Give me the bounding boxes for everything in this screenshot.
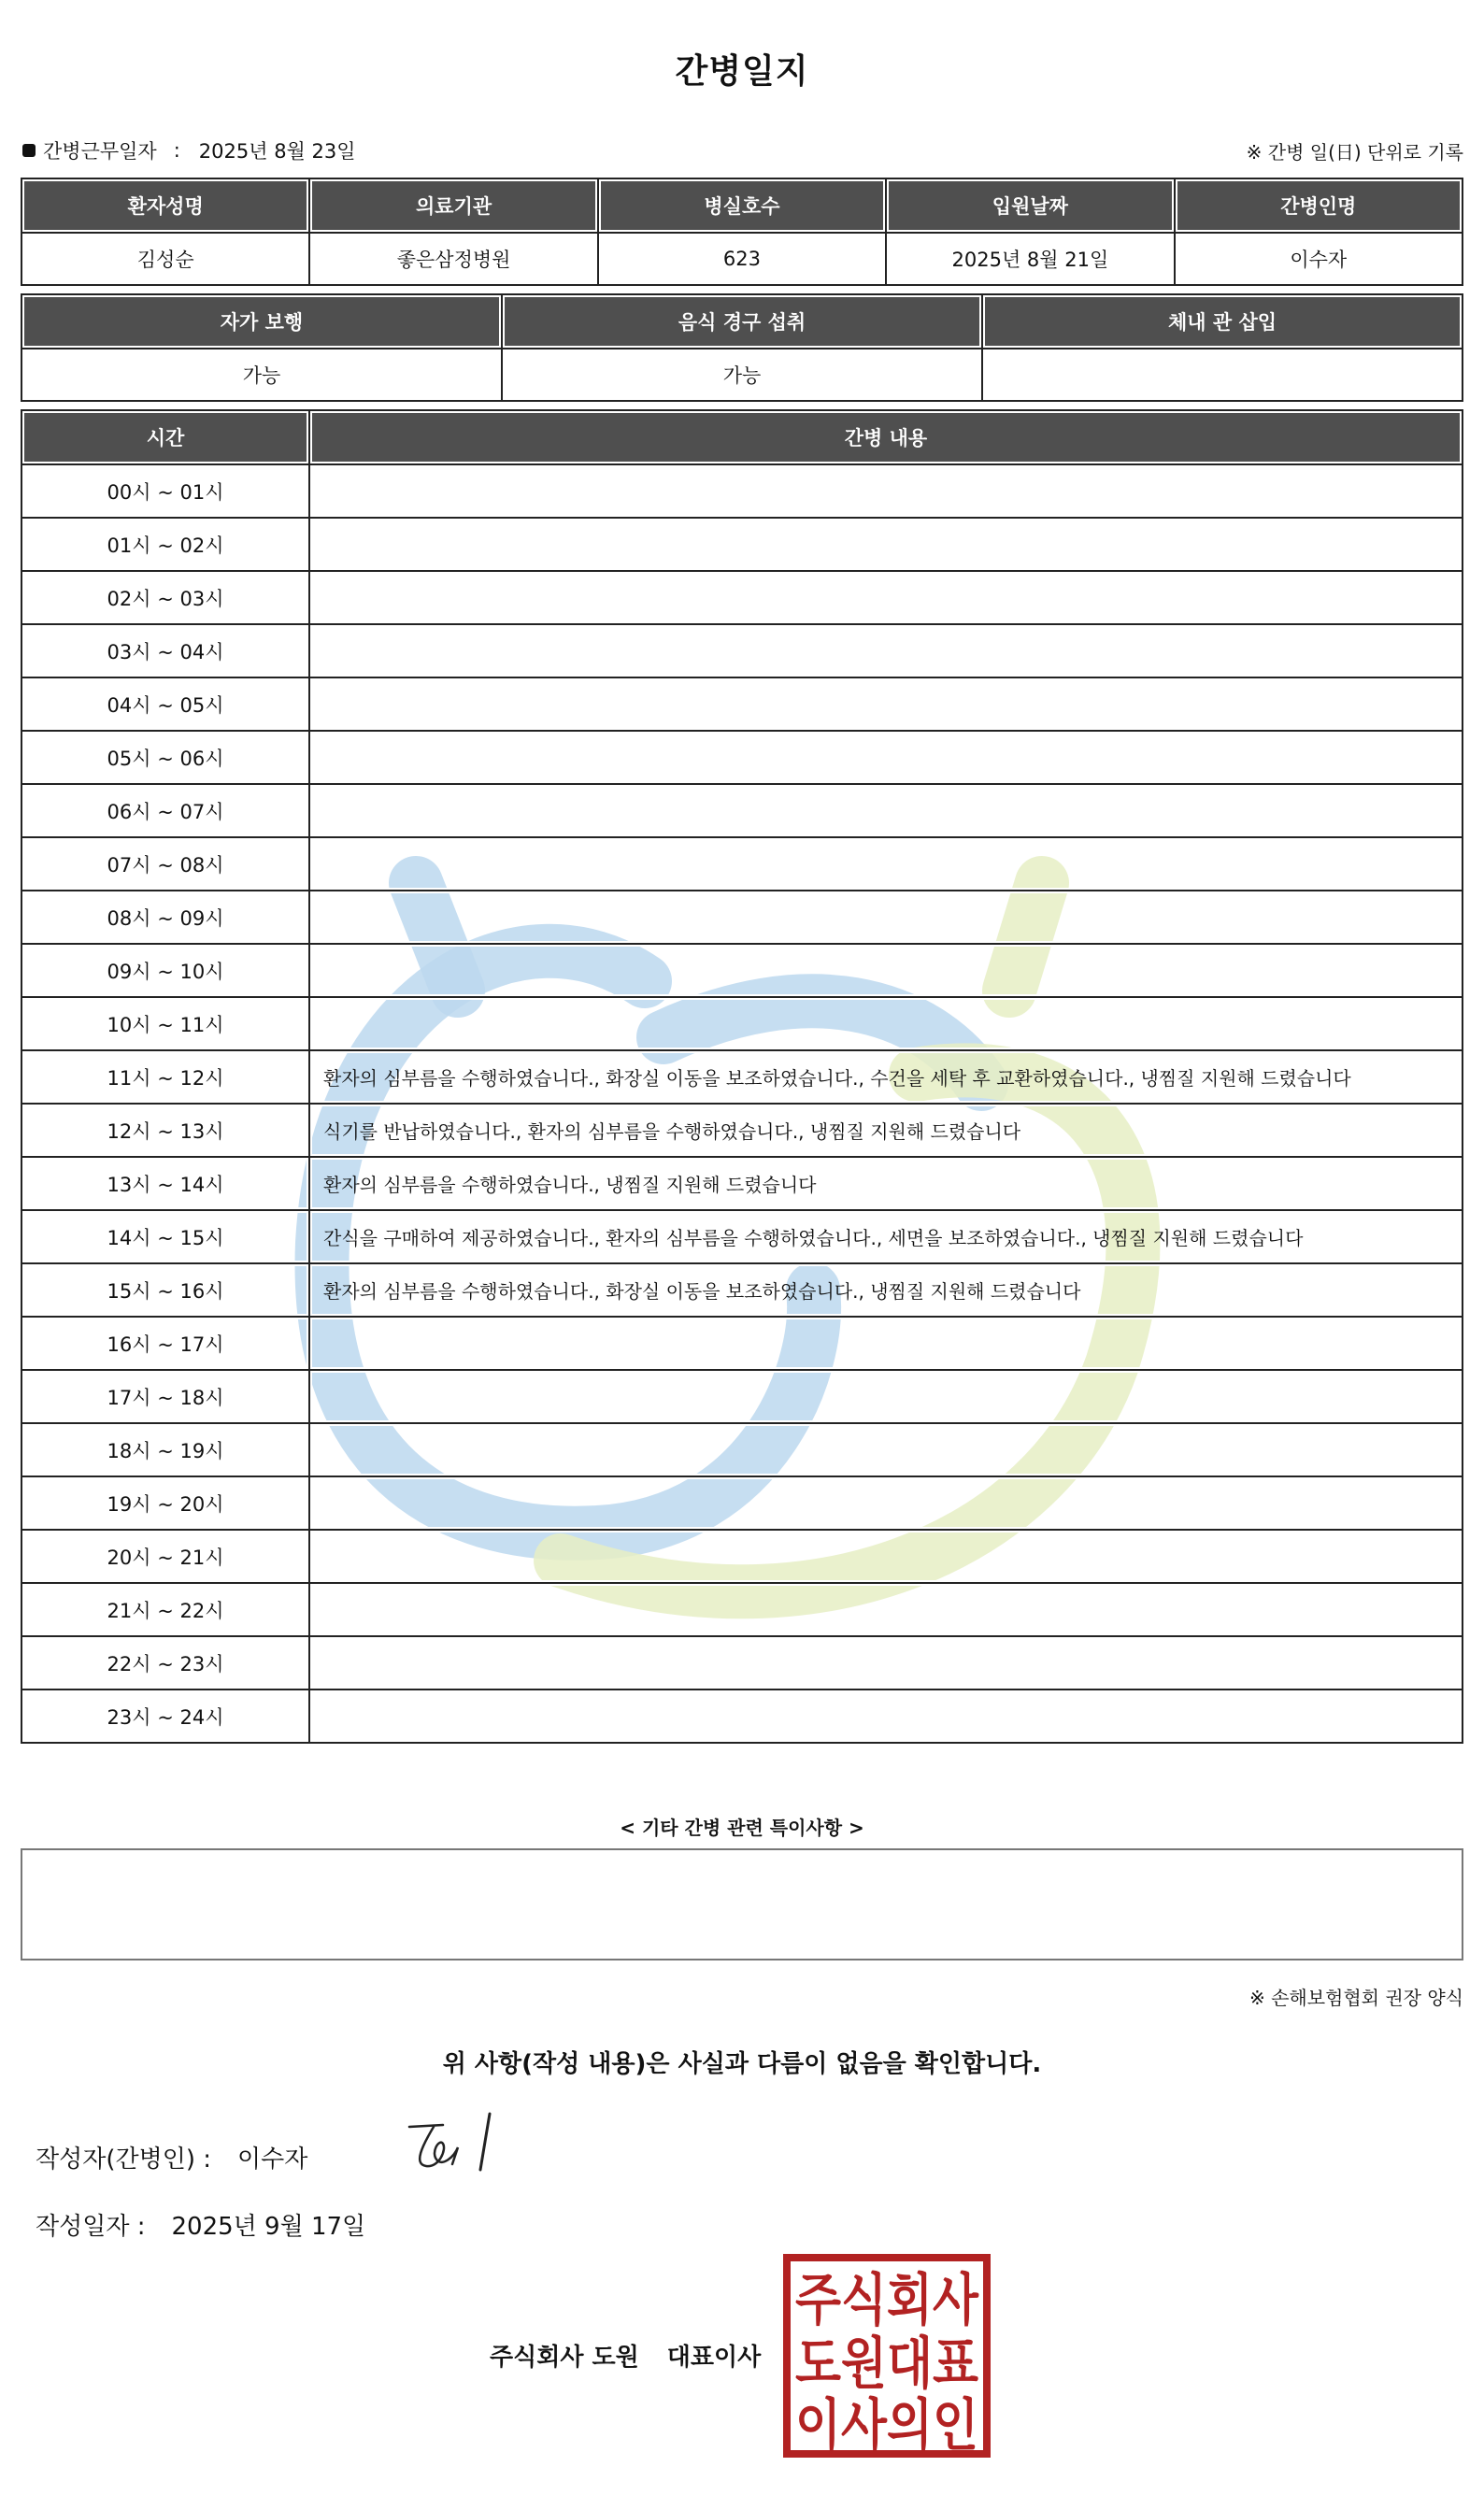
work-date-label: 간병근무일자 (43, 140, 157, 163)
hourly-log-row (21, 997, 1463, 1050)
header-room: 병실호수 (598, 178, 886, 233)
patient-info-table (21, 178, 1463, 286)
writer-label: 작성자(간병인) : (36, 2146, 212, 2174)
hour-range: 10시 ~ 11시 (21, 997, 309, 1050)
patient-status-table (21, 293, 1463, 402)
work-date-colon: : (173, 139, 180, 162)
care-content: 환자의 심부름을 수행하였습니다., 화장실 이동을 보조하였습니다., 수건을 세탁 후 교환하였습니다., 냉찜질 지원해 드렸습니다 (309, 1050, 1463, 1104)
work-date (22, 136, 356, 164)
care-content (309, 891, 1463, 944)
hourly-log-row (21, 624, 1463, 677)
notes-box (21, 1848, 1463, 1960)
stamp-text-row: 이사의인 (795, 2393, 978, 2459)
hourly-log-row (21, 1317, 1463, 1370)
company-name: 주식회사 도원 (490, 2344, 639, 2372)
stamp-text-row: 주식회사 (795, 2268, 979, 2333)
handwritten-signature (406, 2108, 499, 2179)
self-walking-value: 가능 (21, 349, 502, 401)
hourly-log-row (21, 1104, 1463, 1157)
header-time: 시간 (21, 410, 309, 464)
oral-intake-value: 가능 (502, 349, 982, 401)
hour-range: 22시 ~ 23시 (21, 1636, 309, 1689)
patient-name: 김성순 (21, 233, 309, 285)
patient-info-header-row (21, 178, 1463, 233)
header-hospital: 의료기관 (309, 178, 597, 233)
hourly-log-row (21, 1476, 1463, 1530)
record-note: ※ 간병 일(日) 단위로 기록 (1246, 141, 1463, 164)
hour-range: 05시 ~ 06시 (21, 731, 309, 784)
hour-range: 04시 ~ 05시 (21, 677, 309, 731)
hourly-log-row (21, 571, 1463, 624)
written-date-value: 2025년 9월 17일 (171, 2213, 366, 2241)
patient-info-value-row (21, 233, 1463, 285)
hourly-log-row (21, 944, 1463, 997)
hourly-log-header-row (21, 410, 1463, 464)
care-content: 환자의 심부름을 수행하였습니다., 화장실 이동을 보조하였습니다., 냉찜질 지원해 드렸습니다 (309, 1263, 1463, 1317)
hourly-log-row (21, 1423, 1463, 1476)
notes-title: < 기타 간병 관련 특이사항 > (620, 1817, 864, 1839)
care-content (309, 677, 1463, 731)
hourly-log-row (21, 677, 1463, 731)
tube-insertion-value (982, 349, 1463, 401)
company-seal-stamp (781, 2252, 992, 2459)
header-tube-insertion: 체내 관 삽입 (982, 294, 1463, 349)
care-content (309, 1530, 1463, 1583)
page-title: 간병일지 (675, 52, 809, 91)
writer-name: 이수자 (237, 2146, 308, 2174)
care-content (309, 997, 1463, 1050)
hour-range: 07시 ~ 08시 (21, 837, 309, 891)
care-content (309, 784, 1463, 837)
company-ceo-title: 대표이사 (666, 2344, 762, 2372)
care-content (309, 1583, 1463, 1636)
hourly-log-row (21, 1530, 1463, 1583)
header-caregiver-name: 간병인명 (1175, 178, 1463, 233)
care-content (309, 1636, 1463, 1689)
written-date-label: 작성일자 : (36, 2213, 146, 2241)
care-content (309, 464, 1463, 518)
care-content (309, 1423, 1463, 1476)
hourly-log-row (21, 784, 1463, 837)
written-date-line (36, 2207, 365, 2242)
source-note: ※ 손해보험협회 권장 양식 (1249, 1987, 1463, 2009)
care-content: 환자의 심부름을 수행하였습니다., 냉찜질 지원해 드렸습니다 (309, 1157, 1463, 1210)
care-content: 간식을 구매하여 제공하였습니다., 환자의 심부름을 수행하였습니다., 세면을 보조하였습니다., 냉찜질 지원해 드렸습니다 (309, 1210, 1463, 1263)
hour-range: 08시 ~ 09시 (21, 891, 309, 944)
writer-line (36, 2140, 307, 2174)
hourly-log-row (21, 731, 1463, 784)
header-oral-intake: 음식 경구 섭취 (502, 294, 982, 349)
hour-range: 17시 ~ 18시 (21, 1370, 309, 1423)
care-content (309, 1476, 1463, 1530)
room-number: 623 (598, 233, 886, 285)
hour-range: 20시 ~ 21시 (21, 1530, 309, 1583)
header-admission-date: 입원날짜 (886, 178, 1174, 233)
hour-range: 09시 ~ 10시 (21, 944, 309, 997)
patient-status-header-row (21, 294, 1463, 349)
caregiver-name: 이수자 (1175, 233, 1463, 285)
hour-range: 18시 ~ 19시 (21, 1423, 309, 1476)
hour-range: 16시 ~ 17시 (21, 1317, 309, 1370)
hour-range: 21시 ~ 22시 (21, 1583, 309, 1636)
hourly-log-row (21, 1583, 1463, 1636)
hospital-name: 좋은삼정병원 (309, 233, 597, 285)
header-self-walking: 자가 보행 (21, 294, 502, 349)
work-date-value: 2025년 8월 23일 (198, 140, 356, 163)
hour-range: 11시 ~ 12시 (21, 1050, 309, 1104)
header-care-content: 간병 내용 (309, 410, 1463, 464)
hourly-log-table (21, 409, 1463, 1744)
hourly-log-row (21, 1689, 1463, 1743)
care-content (309, 837, 1463, 891)
hourly-log-row (21, 1636, 1463, 1689)
hour-range: 19시 ~ 20시 (21, 1476, 309, 1530)
hourly-log-row (21, 1263, 1463, 1317)
hourly-log-row (21, 891, 1463, 944)
hourly-log-row (21, 464, 1463, 518)
care-content (309, 944, 1463, 997)
hour-range: 06시 ~ 07시 (21, 784, 309, 837)
hourly-log-row (21, 1210, 1463, 1263)
header-patient-name: 환자성명 (21, 178, 309, 233)
care-content: 식기를 반납하였습니다., 환자의 심부름을 수행하였습니다., 냉찜질 지원해 드렸습니다 (309, 1104, 1463, 1157)
hour-range: 12시 ~ 13시 (21, 1104, 309, 1157)
confirmation-statement: 위 사항(작성 내용)은 사실과 다름이 없음을 확인합니다. (442, 2050, 1042, 2078)
care-content (309, 1689, 1463, 1743)
hourly-log-row (21, 1157, 1463, 1210)
care-content (309, 571, 1463, 624)
hour-range: 14시 ~ 15시 (21, 1210, 309, 1263)
hourly-log-body (21, 464, 1463, 1743)
hour-range: 13시 ~ 14시 (21, 1157, 309, 1210)
hour-range: 01시 ~ 02시 (21, 518, 309, 571)
hour-range: 15시 ~ 16시 (21, 1263, 309, 1317)
admission-date: 2025년 8월 21일 (886, 233, 1174, 285)
hourly-log-row (21, 518, 1463, 571)
square-bullet-icon (22, 144, 36, 157)
hourly-log-row (21, 837, 1463, 891)
stamp-text-row: 도원대표 (795, 2331, 979, 2397)
hourly-log-row (21, 1370, 1463, 1423)
care-content (309, 624, 1463, 677)
hour-range: 02시 ~ 03시 (21, 571, 309, 624)
care-content (309, 1370, 1463, 1423)
company-signature-line (490, 2338, 761, 2373)
hour-range: 03시 ~ 04시 (21, 624, 309, 677)
hourly-log-row (21, 1050, 1463, 1104)
care-content (309, 518, 1463, 571)
care-content (309, 1317, 1463, 1370)
hour-range: 00시 ~ 01시 (21, 464, 309, 518)
patient-status-value-row (21, 349, 1463, 401)
hour-range: 23시 ~ 24시 (21, 1689, 309, 1743)
care-content (309, 731, 1463, 784)
